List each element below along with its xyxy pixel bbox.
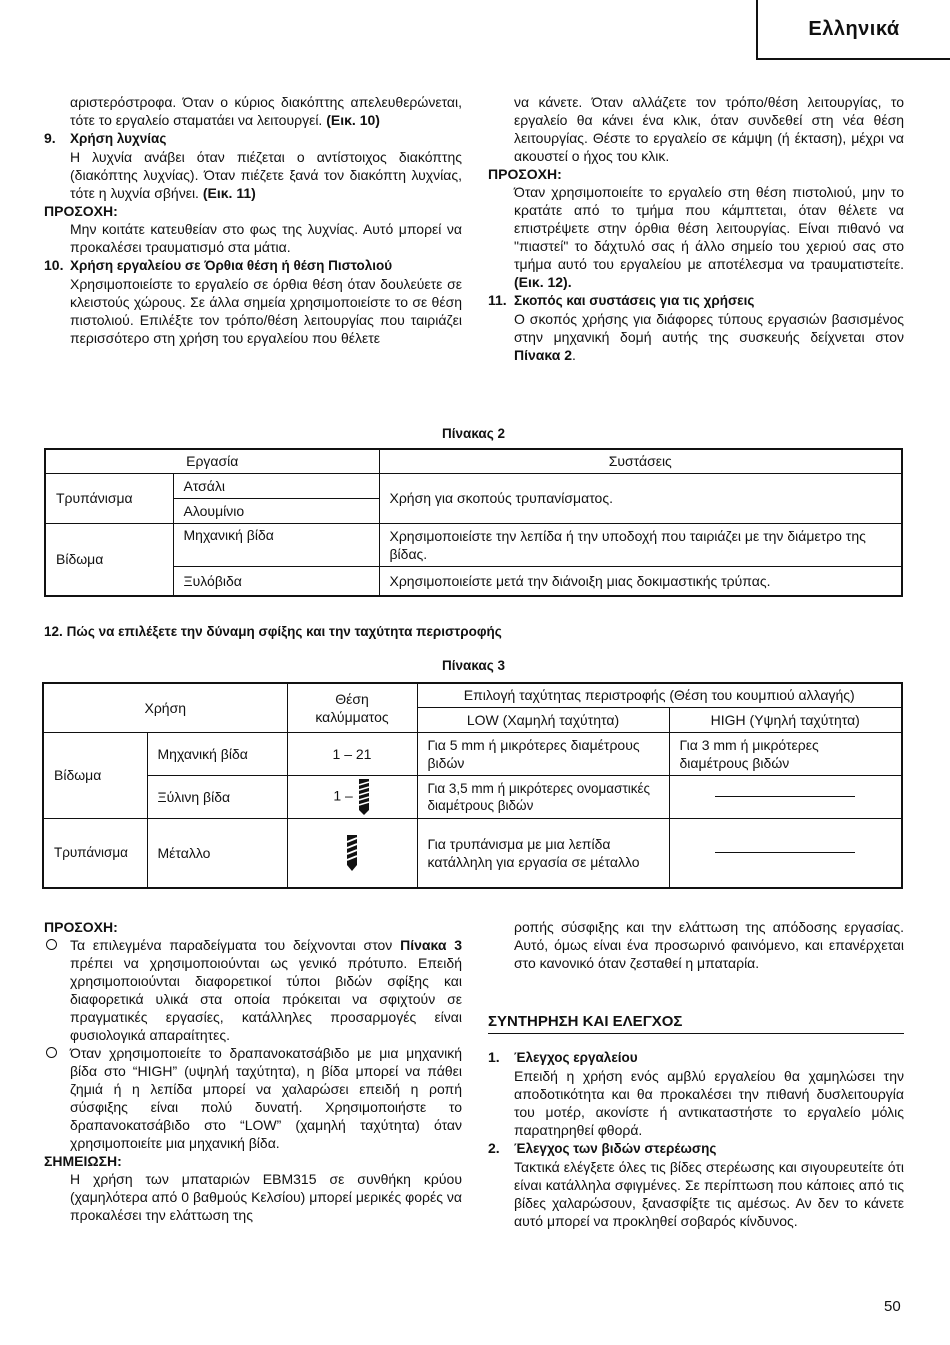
note-continuation: ροπής σύσφιξης και την ελάττωση της απόδοσης εργασίας. Αυτό, όμως είναι ένα προσωρινό φαινόμενο, και επανέρχεται στο κανονικό όταν ζεσταθεί η μπαταρία. <box>514 919 904 971</box>
paragraph-continuation-right: να κάνετε. Όταν αλλάζετε τον τρόπο/θέση λειτουργίας, το εργαλείο θα κάνει ένα κλικ, όταν συνδεθεί στη νέα θέση λειτουργίας. Θέστε το εργαλείο σε κάμψη (ή έκταση), μέχρι να ακουστεί ο ήχος του κλικ. <box>514 94 904 164</box>
maintenance-item-1-text: Επειδή η χρήση ενός αμβλύ εργαλείου θα χαμηλώσει την αποδοτικότητα και θα προκαλέσει την πιθανή δυσλειτουργία του μοτέρ, ακονίστε ή αντικαταστήστε το εργαλείο μόλις παρατηρηθεί φθορά. <box>514 1068 904 1138</box>
table-2-header-work: Εργασία <box>45 449 379 473</box>
caution-label-bottom: ΠΡΟΣΟΧΗ: <box>44 919 118 935</box>
table-3-machine-screw-high: Για 3 mm ή μικρότερες διαμέτρους βιδών <box>669 732 902 775</box>
note-text: Η χρήση των μπαταριών EBM315 σε συνθήκη κρύου (χαμηλότερα από 0 βαθμούς Κελσίου) μπορεί μερικές φορές να προκαλέσει την ελάττωση της <box>70 1171 462 1223</box>
maintenance-section-title: ΣΥΝΤΗΡΗΣΗ ΚΑΙ ΕΛΕΓΧΟΣ <box>488 1013 904 1034</box>
table-2-aluminium: Αλουμίνιο <box>173 498 379 523</box>
maintenance-items <box>488 1048 904 1230</box>
drill-bit-icon <box>345 834 359 872</box>
table-3-machine-screw: Μηχανική βίδα <box>147 732 287 775</box>
left-column-top <box>44 93 462 347</box>
table-3-wood-screw-high <box>669 775 902 818</box>
item-10-heading: 10. Χρήση εργαλείου σε Όρθια θέση ή θέση Πιστολιού <box>44 257 393 273</box>
table-3-header-low: LOW (Χαμηλή ταχύτητα) <box>417 707 669 732</box>
maintenance-item-2-text: Τακτικά ελέγξετε όλες τις βίδες στερέωσης και σιγουρευτείτε ότι είναι κατάλληλα σφιγμένες. Σε περίπτωση που κάποιες από τις βίδες χαλαρώσουν, ξανασφίξτε τις αμέσως. Αν δεν το κάνετε αυτό μπορεί να προκληθεί σοβαρός κίνδυνος. <box>514 1159 904 1229</box>
table-3-header-use: Χρήση <box>43 683 287 732</box>
right-column-top <box>488 93 904 364</box>
language-label: Ελληνικά <box>808 18 900 40</box>
item-9-text: Η λυχνία ανάβει όταν πιέζεται ο αντίστοιχος διακόπτης (διακόπτης λυχνίας). Όταν πιέζετε ξανά τον διακόπτη λυχνίας, τότε η λυχνία σβήνει. (Εικ. 11) <box>70 149 462 201</box>
caution-label: ΠΡΟΣΟΧΗ: <box>44 203 118 219</box>
table-3-machine-screw-clutch: 1 – 21 <box>287 732 417 775</box>
caution-text-right: Όταν χρησιμοποιείτε το εργαλείο στη θέση πιστολιού, μην το κρατάτε από το τμήμα που κάμπτεται, όταν θέλετε να επιστρέψετε στην όρθια θέση λειτουργίας. Είναι πιθανό να "πιαστεί" το δάχτυλό σας ή άλλο σημείο του χεριού σας στο τμήμα αυτό του εργαλείου με αποτέλεσμα να τραυματιστείτε. (Εικ. 12). <box>514 184 904 290</box>
table-2-wood-screw: Ξυλόβιδα <box>173 566 379 596</box>
item-11-text: Ο σκοπός χρήσης για διάφορες τύπους εργασιών βασισμένος στην μηχανική δομή αυτής της συσκευής δείχνεται στον Πίνακα 2. <box>514 311 904 363</box>
table-3-header-speed: Επιλογή ταχύτητας περιστροφής (Θέση του κουμπιού αλλαγής) <box>417 683 902 707</box>
empty-dash <box>715 796 855 797</box>
item-10-text: Χρησιμοποιείστε το εργαλείο σε όρθια θέση όταν δουλεύετε σε κλειστούς χώρους. Σε άλλα σημεία χρησιμοποιείστε το σε θέση πιστολιού. Επιλέξτε τον τρόπο/θέση λειτουργίας που ταιριάζει περισσότερο στη χρήση του εργαλείου που θέλετε <box>70 276 462 346</box>
table-2-steel: Ατσάλι <box>173 473 379 498</box>
wood-screw-icon <box>357 778 371 816</box>
table-2-header-recommendations: Συστάσεις <box>379 449 902 473</box>
table-3-header-high: HIGH (Υψηλή ταχύτητα) <box>669 707 902 732</box>
left-column-bottom <box>44 918 462 1224</box>
table-3 <box>42 682 903 889</box>
table-3-metal-clutch-cell <box>287 818 417 888</box>
item-11-heading: 11. Σκοπός και συστάσεις για τις χρήσεις <box>488 292 755 308</box>
table-3-metal-low: Για τρυπάνισμα με μια λεπίδα κατάλληλη για εργασία σε μέταλλο <box>417 818 669 888</box>
page-number: 50 <box>884 1298 901 1315</box>
table-3-metal: Μέταλλο <box>147 818 287 888</box>
table-3-wood-screw: Ξύλινη βίδα <box>147 775 287 818</box>
table-3-wood-screw-clutch: 1 – <box>333 787 353 804</box>
paragraph-continuation: αριστερόστροφα. Όταν ο κύριος διακόπτης απελευθερώνεται, τότε το εργαλείο σταματάει να λειτουργεί. (Εικ. 10) <box>70 94 462 128</box>
table-3-drilling: Τρυπάνισμα <box>43 818 147 888</box>
table-2-screwing: Βίδωμα <box>45 523 173 596</box>
language-tab <box>756 0 950 60</box>
bullet-circle-icon <box>46 939 57 950</box>
bullet-1: Τα επιλεγμένα παραδείγματα του δείχνονται στον Πίνακα 3 πρέπει να χρησιμοποιούνται ως γενικό πρότυπο. Επειδή χρησιμοποιούνται διαφορετικοί τύποι βιδών σφίξης και διαφορετικά υλικά στα οποία πρόκειται να σφιχτούν σε πραγματικές εργασίες, κατάλληλες προσαρμογές είναι φυσιολογικά απαραίτητες. <box>44 936 462 1044</box>
maintenance-item-2-heading: 2. Έλεγχος των βιδών στερέωσης <box>488 1140 717 1156</box>
table-2-wood-screw-rec: Χρησιμοποιείστε μετά την διάνοιξη μιας δοκιμαστικής τρύπας. <box>379 566 902 596</box>
section-12-heading: 12. Πώς να επιλέξετε την δύναμη σφίξης και την ταχύτητα περιστροφής <box>44 624 502 639</box>
table-2-drilling: Τρυπάνισμα <box>45 473 173 523</box>
table-3-wood-screw-low: Για 3,5 mm ή μικρότερες ονομαστικές διαμέτρους βιδών <box>417 775 669 818</box>
table-3-header-clutch: Θέση καλύμματος <box>287 683 417 732</box>
note-label: ΣΗΜΕΙΩΣΗ: <box>44 1153 122 1169</box>
item-9-heading: 9. Χρήση λυχνίας <box>44 130 167 146</box>
bullet-circle-icon <box>46 1047 57 1058</box>
table-3-screwing: Βίδωμα <box>43 732 147 818</box>
right-column-bottom <box>488 918 904 972</box>
table-3-wood-screw-clutch-cell <box>287 775 417 818</box>
table-3-machine-screw-low: Για 5 mm ή μικρότερες διαμέτρους βιδών <box>417 732 669 775</box>
caution-label-right: ΠΡΟΣΟΧΗ: <box>488 166 562 182</box>
table-2-drilling-rec: Χρήση για σκοπούς τρυπανίσματος. <box>379 473 902 523</box>
maintenance-item-1-heading: 1. Έλεγχος εργαλείου <box>488 1049 638 1065</box>
table-2-machine-screw-rec: Χρησιμοποιείστε την λεπίδα ή την υποδοχή που ταιριάζει με την διάμετρο της βίδας. <box>379 523 902 566</box>
table-3-caption: Πίνακας 3 <box>442 658 505 673</box>
bullet-2: Όταν χρησιμοποιείτε το δραπανοκατσάβιδο με μια μηχανική βίδα στο “HIGH” (υψηλή ταχύτητα), η βίδα μπορεί να πάθει ζημιά ή η λεπίδα μπορεί να χαλαρώσει επειδή η ροπή σύσφιξης είναι πολύ δυνατή. Χρησιμοποιήστε το δραπανοκατσάβιδο στο “LOW” (χαμηλή ταχύτητα) όταν χρησιμοποιείτε μια μηχανική βίδα. <box>44 1044 462 1152</box>
table-3-metal-high <box>669 818 902 888</box>
table-2-caption: Πίνακας 2 <box>442 426 505 441</box>
empty-dash <box>715 852 855 853</box>
table-2-machine-screw: Μηχανική βίδα <box>173 523 379 566</box>
caution-text: Μην κοιτάτε κατευθείαν στο φως της λυχνίας. Αυτό μπορεί να προκαλέσει τραυματισμό στα μάτια. <box>70 221 462 255</box>
table-2 <box>44 448 903 597</box>
